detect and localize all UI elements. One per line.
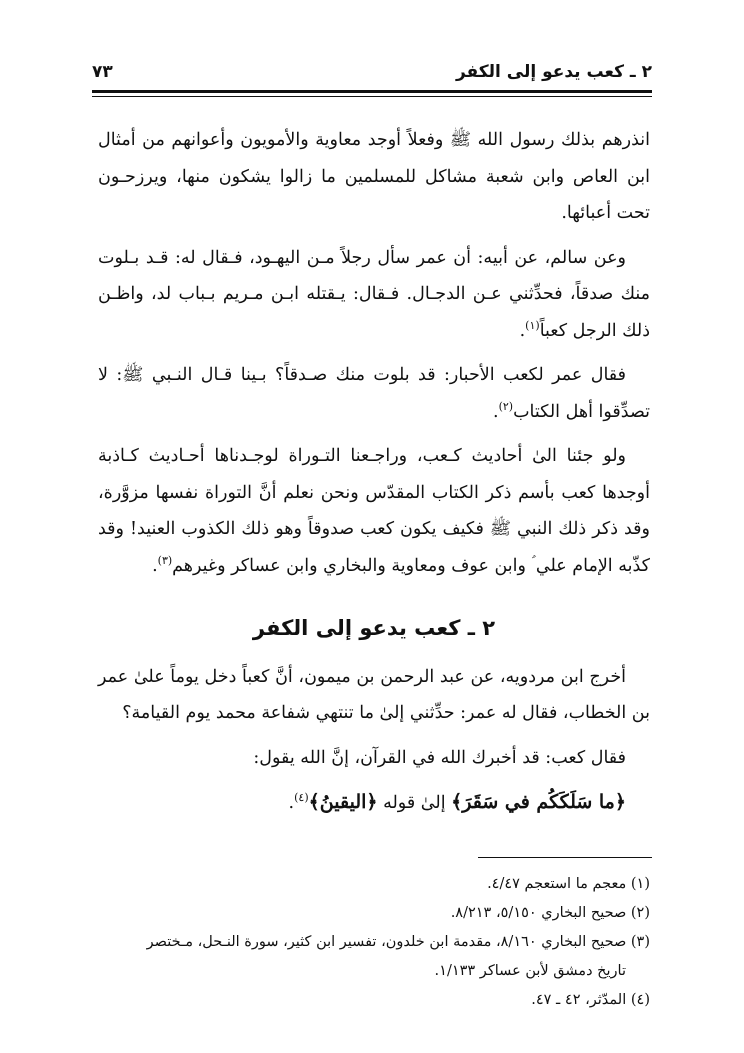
paragraph-3: فقال عمر لكعب الأحبار: قد بلوت منك صـدقاً؟ بـينا قـال النـبي ﷺ: لا تصدِّقوا أهل الكتاب$^{(٢)}$. <box>98 365 650 422</box>
footnote-ref-1: (١) <box>525 318 540 332</box>
footnotes <box>98 870 650 1015</box>
footnote-ref-4: (٤) <box>294 791 309 805</box>
footnote-4: (٤) المدّثر، ٤٢ ـ ٤٧. <box>531 992 650 1008</box>
footnote-2: (٢) صحيح البخاري ٥/١٥٠، ٨/٢١٣. <box>450 905 650 921</box>
footnote-ref-3: (٣) <box>157 553 173 567</box>
paragraph-6: فقال كعب: قد أخبرك الله في القرآن، إنَّ الله يقول: <box>253 747 626 768</box>
page-number: ٧٣ <box>92 62 113 82</box>
footnote-ref-2: (٢) <box>498 399 514 413</box>
quran-connector: إلىٰ قوله <box>383 793 446 813</box>
running-header <box>92 58 652 90</box>
footnote-3: (٣) صحيح البخاري ٨/١٦٠، مقدمة ابن خلدون، تفسير ابن كثير، سورة النـحل، مـختصر <box>146 934 650 950</box>
quran-verse-line: ﴿ما سَلَكَكُم في سَقَرَ﴾ إلىٰ قوله ﴿اليقينُ﴾$^{(٤)}$. <box>288 791 626 813</box>
header-rule-thick <box>92 90 652 93</box>
quran-verse-2: ﴿اليقينُ﴾ <box>308 791 378 813</box>
section-heading: ٢ ـ كعب يدعو إلى الكفر <box>252 616 496 640</box>
footnote-1: (١) معجم ما استعجم ٤/٤٧. <box>487 876 650 892</box>
footnote-3-continued: تاريخ دمشق لأبن عساكر ١/١٣٣. <box>434 963 626 979</box>
body-text <box>98 122 650 830</box>
footnote-separator <box>478 857 652 858</box>
paragraph-5: أخرج ابن مردويه، عن عبد الرحمن بن ميمون، أنَّ كعباً دخل يوماً علىٰ عمر بن الخطاب، فقال له عمر: حدِّثني إلىٰ ما تنتهي شفاعة محمد يوم القيامة؟ <box>98 666 650 723</box>
paragraph-4: ولو جئنا الىٰ أحاديث كـعب، وراجـعنا التـوراة لوجـدناها أحـاديث كـاذبة أوجدها كعب بأسم ذكر الكتاب المقدّس ونحن نعلم أنَّ التوراة نفسها مزوَّرة، وقد ذكر ذلك النبي ﷺ فكيف يكون كعب صدوقاً وهو ذلك الكذوب العنيد! وقد كذّبه الإمام علي ؑ وابن عوف ومعاوية والبخاري وابن عساكر وغيرهم$^{(٣)}$. <box>98 446 650 576</box>
paragraph-1: انذرهم بذلك رسول الله ﷺ وفعلاً أوجد معاوية والأمويون وأعوانهم من أمثال ابن العاص وابن شعبة مشاكل للمسلمين ما زالوا يشكون منها، ويرزحـون تحت أعبائها. <box>98 130 650 223</box>
header-rule-thin <box>92 96 652 97</box>
quran-verse-1: ﴿ما سَلَكَكُم في سَقَرَ﴾ <box>451 791 626 813</box>
paragraph-2: وعن سالم، عن أبيه: أن عمر سأل رجلاً مـن اليهـود، فـقال له: قـد بـلوت منك صدقاً، فحدِّثني عـن الدجـال. فـقال: يـقتله ابـن مـريم بـباب لد، واظـن ذلك الرجل كعباً$^{(١)}$. <box>98 247 650 341</box>
running-header-title: ٢ ـ كعب يدعو إلى الكفر <box>455 62 652 82</box>
